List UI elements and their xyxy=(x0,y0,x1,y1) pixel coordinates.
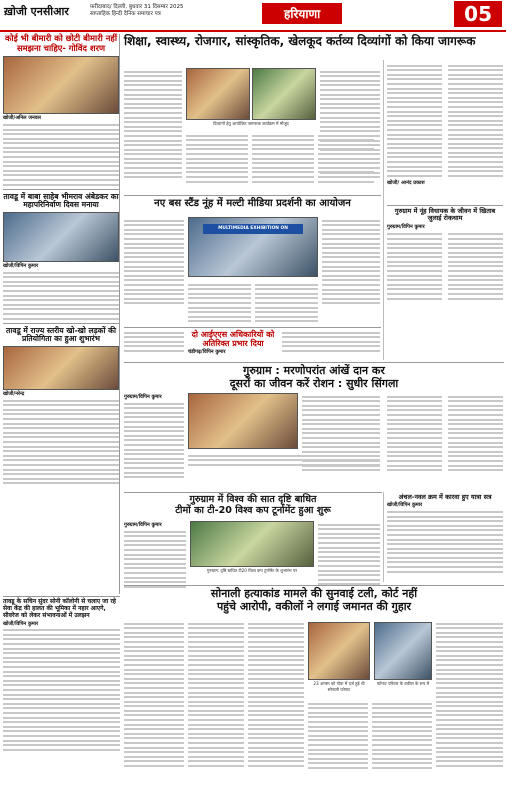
bus-story-body xyxy=(188,281,318,325)
right-story-3 xyxy=(387,494,503,575)
story-body xyxy=(3,272,119,320)
organ-photo xyxy=(188,393,298,449)
sonali-story-body xyxy=(188,620,244,770)
story-byline: गुरुग्राम/विपिन कुमार xyxy=(124,522,162,528)
story-body xyxy=(3,400,119,485)
story-headline: दो आईएएस अधिकारियों को अतिरिक्त प्रभार दिया xyxy=(191,330,275,349)
story-headline: टीमों का टी-20 विश्व कप टूर्नामेंट हुआ शुरू xyxy=(175,505,331,517)
story-headline: गुरुग्राम : मरणोपरांत आंखें दान कर xyxy=(243,364,385,377)
exhibition-banner: MULTIMEDIA EXHIBITION ON xyxy=(203,224,303,234)
photo-caption: 23 अगस्त को गोवा में दर्ज हुई थी सोनाली फोगाट xyxy=(313,681,365,692)
story-byline: चंडीगढ़/विपिन कुमार xyxy=(188,349,226,356)
sonali-story-body xyxy=(308,700,432,772)
ias-story-body xyxy=(282,329,380,355)
story-headline: तावडू में बाबा साहेब भीमराव अंबेडकर का महापरिनिर्वाण दिवस मनाया xyxy=(3,191,119,210)
story-byline: खोजी/अनिल जनवल xyxy=(3,115,41,122)
story-photo xyxy=(374,622,432,680)
cricket-story xyxy=(124,494,382,516)
photo-caption: फोगाट परिवार के वकील के रूप में xyxy=(376,681,430,686)
masthead-info xyxy=(90,4,184,18)
ias-story xyxy=(188,330,278,356)
story-headline: सोनाली हत्याकांड मामले की सुनवाई टली, कोर्ट नहीं xyxy=(210,587,418,600)
story-photo xyxy=(190,521,314,567)
story-byline: खोजी/विपिन कुमार xyxy=(3,620,39,627)
story-headline: नए बस स्टैंड नूंह में मल्टी मीडिया प्रदर्शनी का आयोजन xyxy=(154,198,351,209)
exhibition-photo xyxy=(188,217,318,277)
story-photo xyxy=(3,346,119,390)
top-story-body-col1 xyxy=(124,68,182,192)
story-headline: गुरुग्राम में नूंह विधायक के जीवन में खिताब जुलाई रोकथाम xyxy=(394,207,496,223)
page-number: 05 xyxy=(454,1,502,27)
left-column xyxy=(3,34,120,594)
organ-story-body xyxy=(124,393,184,481)
top-story-body-col3 xyxy=(320,68,380,181)
right-column xyxy=(387,62,503,187)
masthead-info-line: साप्ताहिक हिन्दी दैनिक समाचार पत्र xyxy=(90,11,161,17)
story-body xyxy=(3,124,119,186)
organ-story-body xyxy=(387,393,503,474)
story-headline: दूसरों का जीवन करें रोशन : सुधीर सिंगला xyxy=(229,376,399,390)
story-headline: पहुंचे आरोपी, वकीलों ने लगाई जमानत की गुहार xyxy=(216,599,412,613)
story-headline: शिक्षा, स्वास्थ्य, रोजगार, सांस्कृतिक, खेलकूद कर्तव्य दिव्यांगों को किया जागरूक xyxy=(124,34,476,48)
bus-story-body xyxy=(124,217,184,307)
masthead xyxy=(0,0,506,32)
story-photo xyxy=(188,393,298,449)
bus-stand-story xyxy=(124,198,381,210)
right-story-2 xyxy=(387,205,503,302)
story-byline: खोजी/नरेन्द्र xyxy=(3,391,25,398)
story-photo xyxy=(3,56,119,114)
story-headline: गुरुग्राम में विश्व की सात दृष्टि बाधित xyxy=(189,494,317,505)
masthead-info-line: फ़रीदाबाद/ दिल्ली, बुधवार 31 दिसम्बर 2025 xyxy=(90,4,184,10)
bus-story-body xyxy=(322,217,380,307)
story-headline: तावडू के सचिन सुंदर सोनी कॉलोनी से चलाए जा रहे सेवा केंद्र की हालत की भूमिका में नहार आएगे, सीवरेज को लेकर संभावनाओं में उलझन xyxy=(3,598,116,619)
cricket-story-body xyxy=(318,521,380,588)
story-photo xyxy=(252,68,316,120)
story-byline: खोजी/विपिन कुमार xyxy=(387,502,423,509)
sonali-photo-1 xyxy=(308,622,370,693)
organ-story-body xyxy=(188,452,380,468)
paper-name: ख़ोजी एनसीआर xyxy=(4,5,69,18)
cricket-story-body xyxy=(124,521,186,590)
top-story xyxy=(124,35,504,49)
story-headline: तावडू में राज्य स्तरीय खो-खो लड़कों की प्रतियोगिता का हुआ शुभारंभ xyxy=(6,325,116,344)
story-photo xyxy=(3,212,119,262)
story-byline: खोजी/ आनंद प्रकाश xyxy=(387,180,425,187)
organ-story xyxy=(124,365,504,390)
story-headline: अंचल-नवल क्रम में कारवा हुए यात्रा सत्र xyxy=(398,493,492,501)
story-headline: कोई भी बीमारी को छोटी बीमारी नहीं समझना चाहिए- गोविंद शरण xyxy=(4,33,117,53)
story-byline: गुरुग्राम/विपिन कुमार xyxy=(124,394,162,400)
section-name: हरियाणा xyxy=(262,3,342,24)
photo-caption: दिव्यांगों हेतु आयोजित जागरूक कार्यक्रम में मौजूद xyxy=(213,121,289,126)
left-inner-body xyxy=(124,329,184,355)
cricket-photo-block xyxy=(190,521,314,574)
photo-caption: गुरुग्राम: दृष्टि बाधित टी20 विश्व कप टूर्नामेंट के शुभारंभ पर xyxy=(206,568,298,573)
top-story-photos xyxy=(186,68,316,127)
sonali-story-body xyxy=(124,620,184,770)
left-bottom-story xyxy=(3,596,120,753)
sonali-story-body xyxy=(436,620,503,770)
story-byline: गुरुग्राम/विपिन कुमार xyxy=(387,223,425,230)
story-photo xyxy=(308,622,370,680)
sonali-story xyxy=(124,588,504,613)
story-byline: खोजी/विपिन कुमार xyxy=(3,263,39,270)
story-body xyxy=(3,629,120,750)
sonali-photo-2 xyxy=(374,622,432,687)
sonali-story-body xyxy=(248,620,304,770)
story-photo xyxy=(186,68,250,120)
